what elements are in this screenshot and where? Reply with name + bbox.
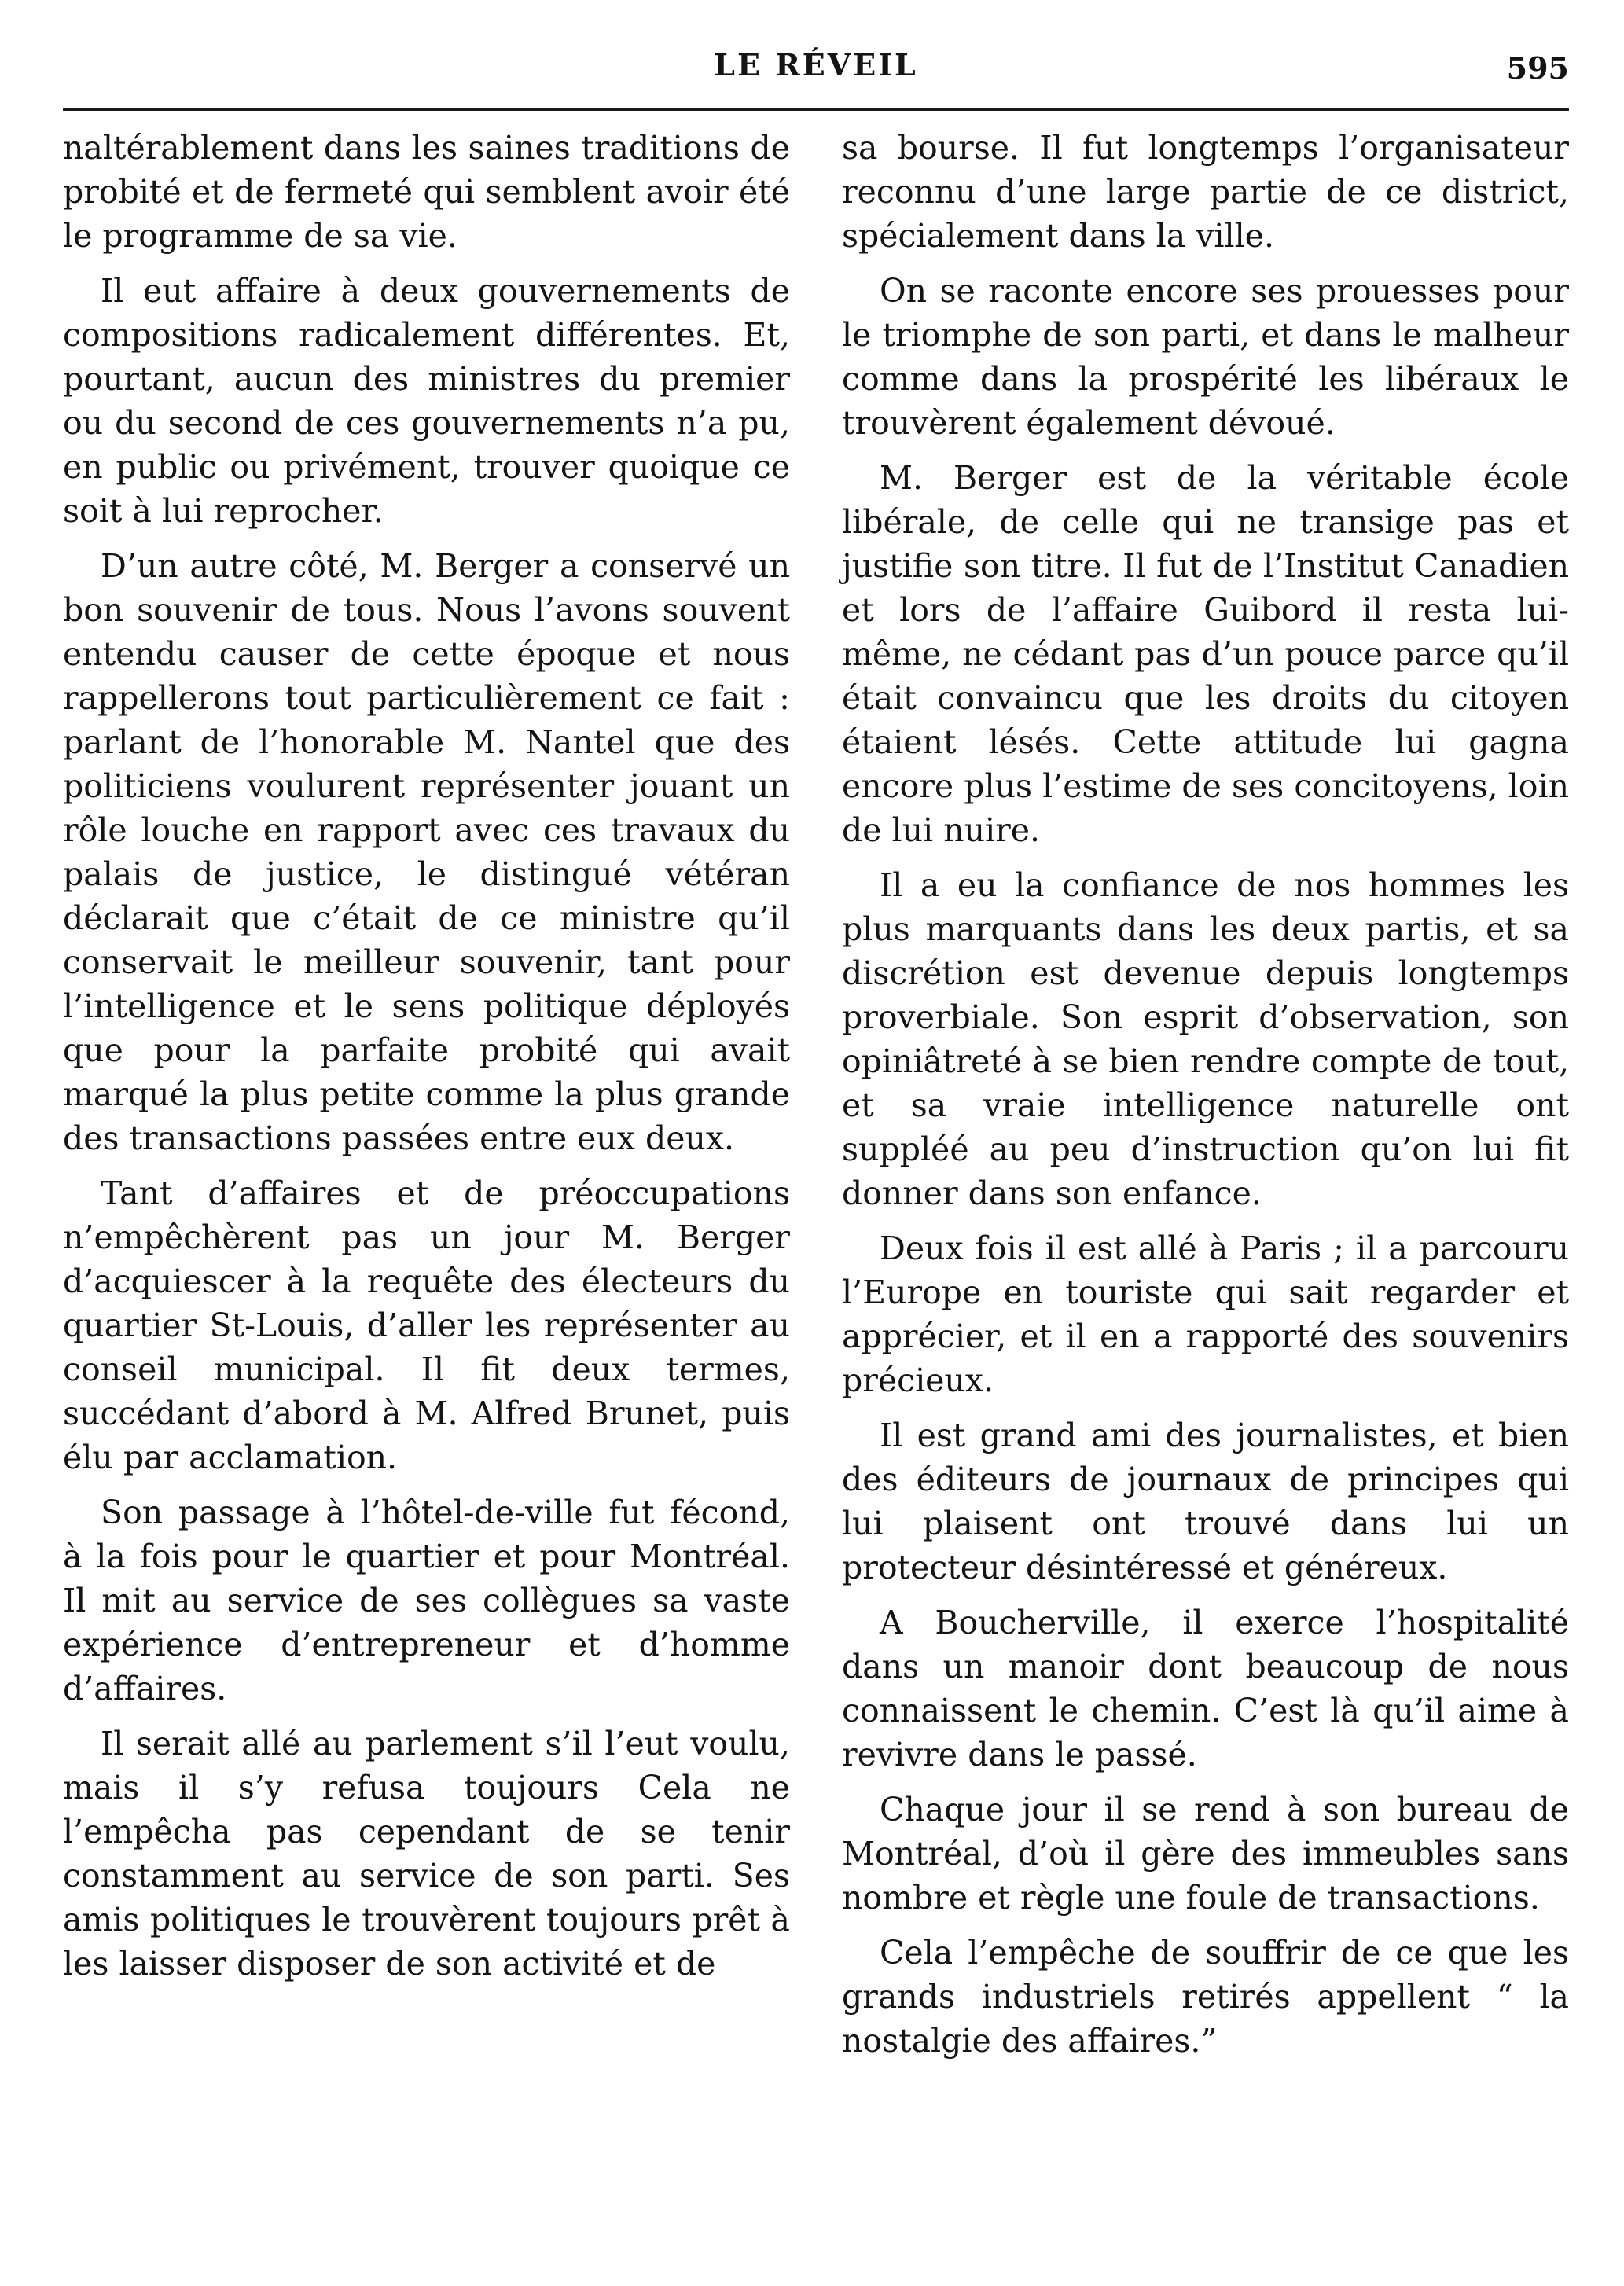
page-number: 595 (1506, 50, 1569, 86)
running-title: LE RÉVEIL (714, 47, 918, 83)
paragraph: Il serait allé au parlement s’il l’eut voulu, mais il s’y refusa toujours Cela ne l’empêcha pas cependant de se tenir constamment au service de son parti. Ses amis politiques le trouvèrent toujours prêt à les laisser disposer de son activité et de (63, 1725, 790, 1983)
page-header (63, 47, 1569, 94)
paragraph: Tant d’affaires et de préoccupations n’empêchèrent pas un jour M. Berger d’acquiescer à la requête des électeurs du quartier St-Louis, d’aller les représenter au conseil municipal. Il fit deux termes, succédant d’abord à M. Alfred Brunet, puis élu par acclamation. (63, 1174, 790, 1476)
paragraph: A Boucherville, il exerce l’hospitalité dans un manoir dont beaucoup de nous connaissent le chemin. C’est là qu’il aime à revivre dans le passé. (842, 1604, 1569, 1773)
text-columns (63, 126, 1569, 2248)
paragraph: On se raconte encore ses prouesses pour le triomphe de son parti, et dans le malheur comme dans la prospérité les libéraux le trouvèrent également dévoué. (842, 272, 1569, 442)
paragraph: M. Berger est de la véritable école libérale, de celle qui ne transige pas et justifie son titre. Il fut de l’Institut Canadien et lors de l’affaire Guibord il resta lui-même, ne cédant pas d’un pouce parce qu’il était convaincu que les droits du citoyen étaient lésés. Cette attitude lui gagna encore plus l’estime de ses concitoyens, loin de lui nuire. (842, 459, 1569, 849)
paragraph: Son passage à l’hôtel-de-ville fut fécond, à la fois pour le quartier et pour Montréal. Il mit au service de ses collègues sa vaste expérience d’entrepreneur et d’homme d’affaires. (63, 1494, 790, 1707)
paragraph: Deux fois il est allé à Paris ; il a parcouru l’Europe en touriste qui sait regarder et apprécier, et il en a rapporté des souvenirs précieux. (842, 1229, 1569, 1399)
paragraph: Il a eu la confiance de nos hommes les plus marquants dans les deux partis, et sa discrétion est devenue depuis longtemps proverbiale. Son esprit d’observation, son opiniâtreté à se bien rendre compte de tout, et sa vraie intelligence naturelle ont suppléé au peu d’instruction qu’on lui fit donner dans son enfance. (842, 866, 1569, 1212)
paragraph: Cela l’empêche de souffrir de ce que les grands industriels retirés appellent “ la nostalgie des affaires.” (842, 1934, 1569, 2060)
left-column (63, 126, 790, 1997)
right-column (842, 126, 1569, 2074)
paragraph: Il eut affaire à deux gouvernements de compositions radicalement différentes. Et, pourtant, aucun des ministres du premier ou du second de ces gouvernements n’a pu, en public ou privément, trouver quoique ce soit à lui reprocher. (63, 272, 790, 530)
paragraph: Chaque jour il se rend à son bureau de Montréal, d’où il gère des immeubles sans nombre et règle une foule de transactions. (842, 1791, 1569, 1917)
paragraph: Il est grand ami des journalistes, et bien des éditeurs de journaux de principes qui lui plaisent ont trouvé dans lui un protecteur désintéressé et généreux. (842, 1417, 1569, 1586)
paragraph: D’un autre côté, M. Berger a conservé un bon souvenir de tous. Nous l’avons souvent entendu causer de cette époque et nous rappellerons tout particulièrement ce fait : parlant de l’honorable M. Nantel que des politiciens voulurent représenter jouant un rôle louche en rapport avec ces travaux du palais de justice, le distingué vétéran déclarait que c’était de ce ministre qu’il conservait le meilleur souvenir, tant pour l’intelligence et le sens politique déployés que pour la parfaite probité qui avait marqué la plus petite comme la plus grande des transactions passées entre eux deux. (63, 547, 790, 1157)
paragraph: sa bourse. Il fut longtemps l’organisateur reconnu d’une large partie de ce district, spécialement dans la ville. (842, 129, 1569, 255)
paragraph: naltérablement dans les saines traditions de probité et de fermeté qui semblent avoir été le programme de sa vie. (63, 129, 790, 255)
header-rule (63, 108, 1569, 111)
